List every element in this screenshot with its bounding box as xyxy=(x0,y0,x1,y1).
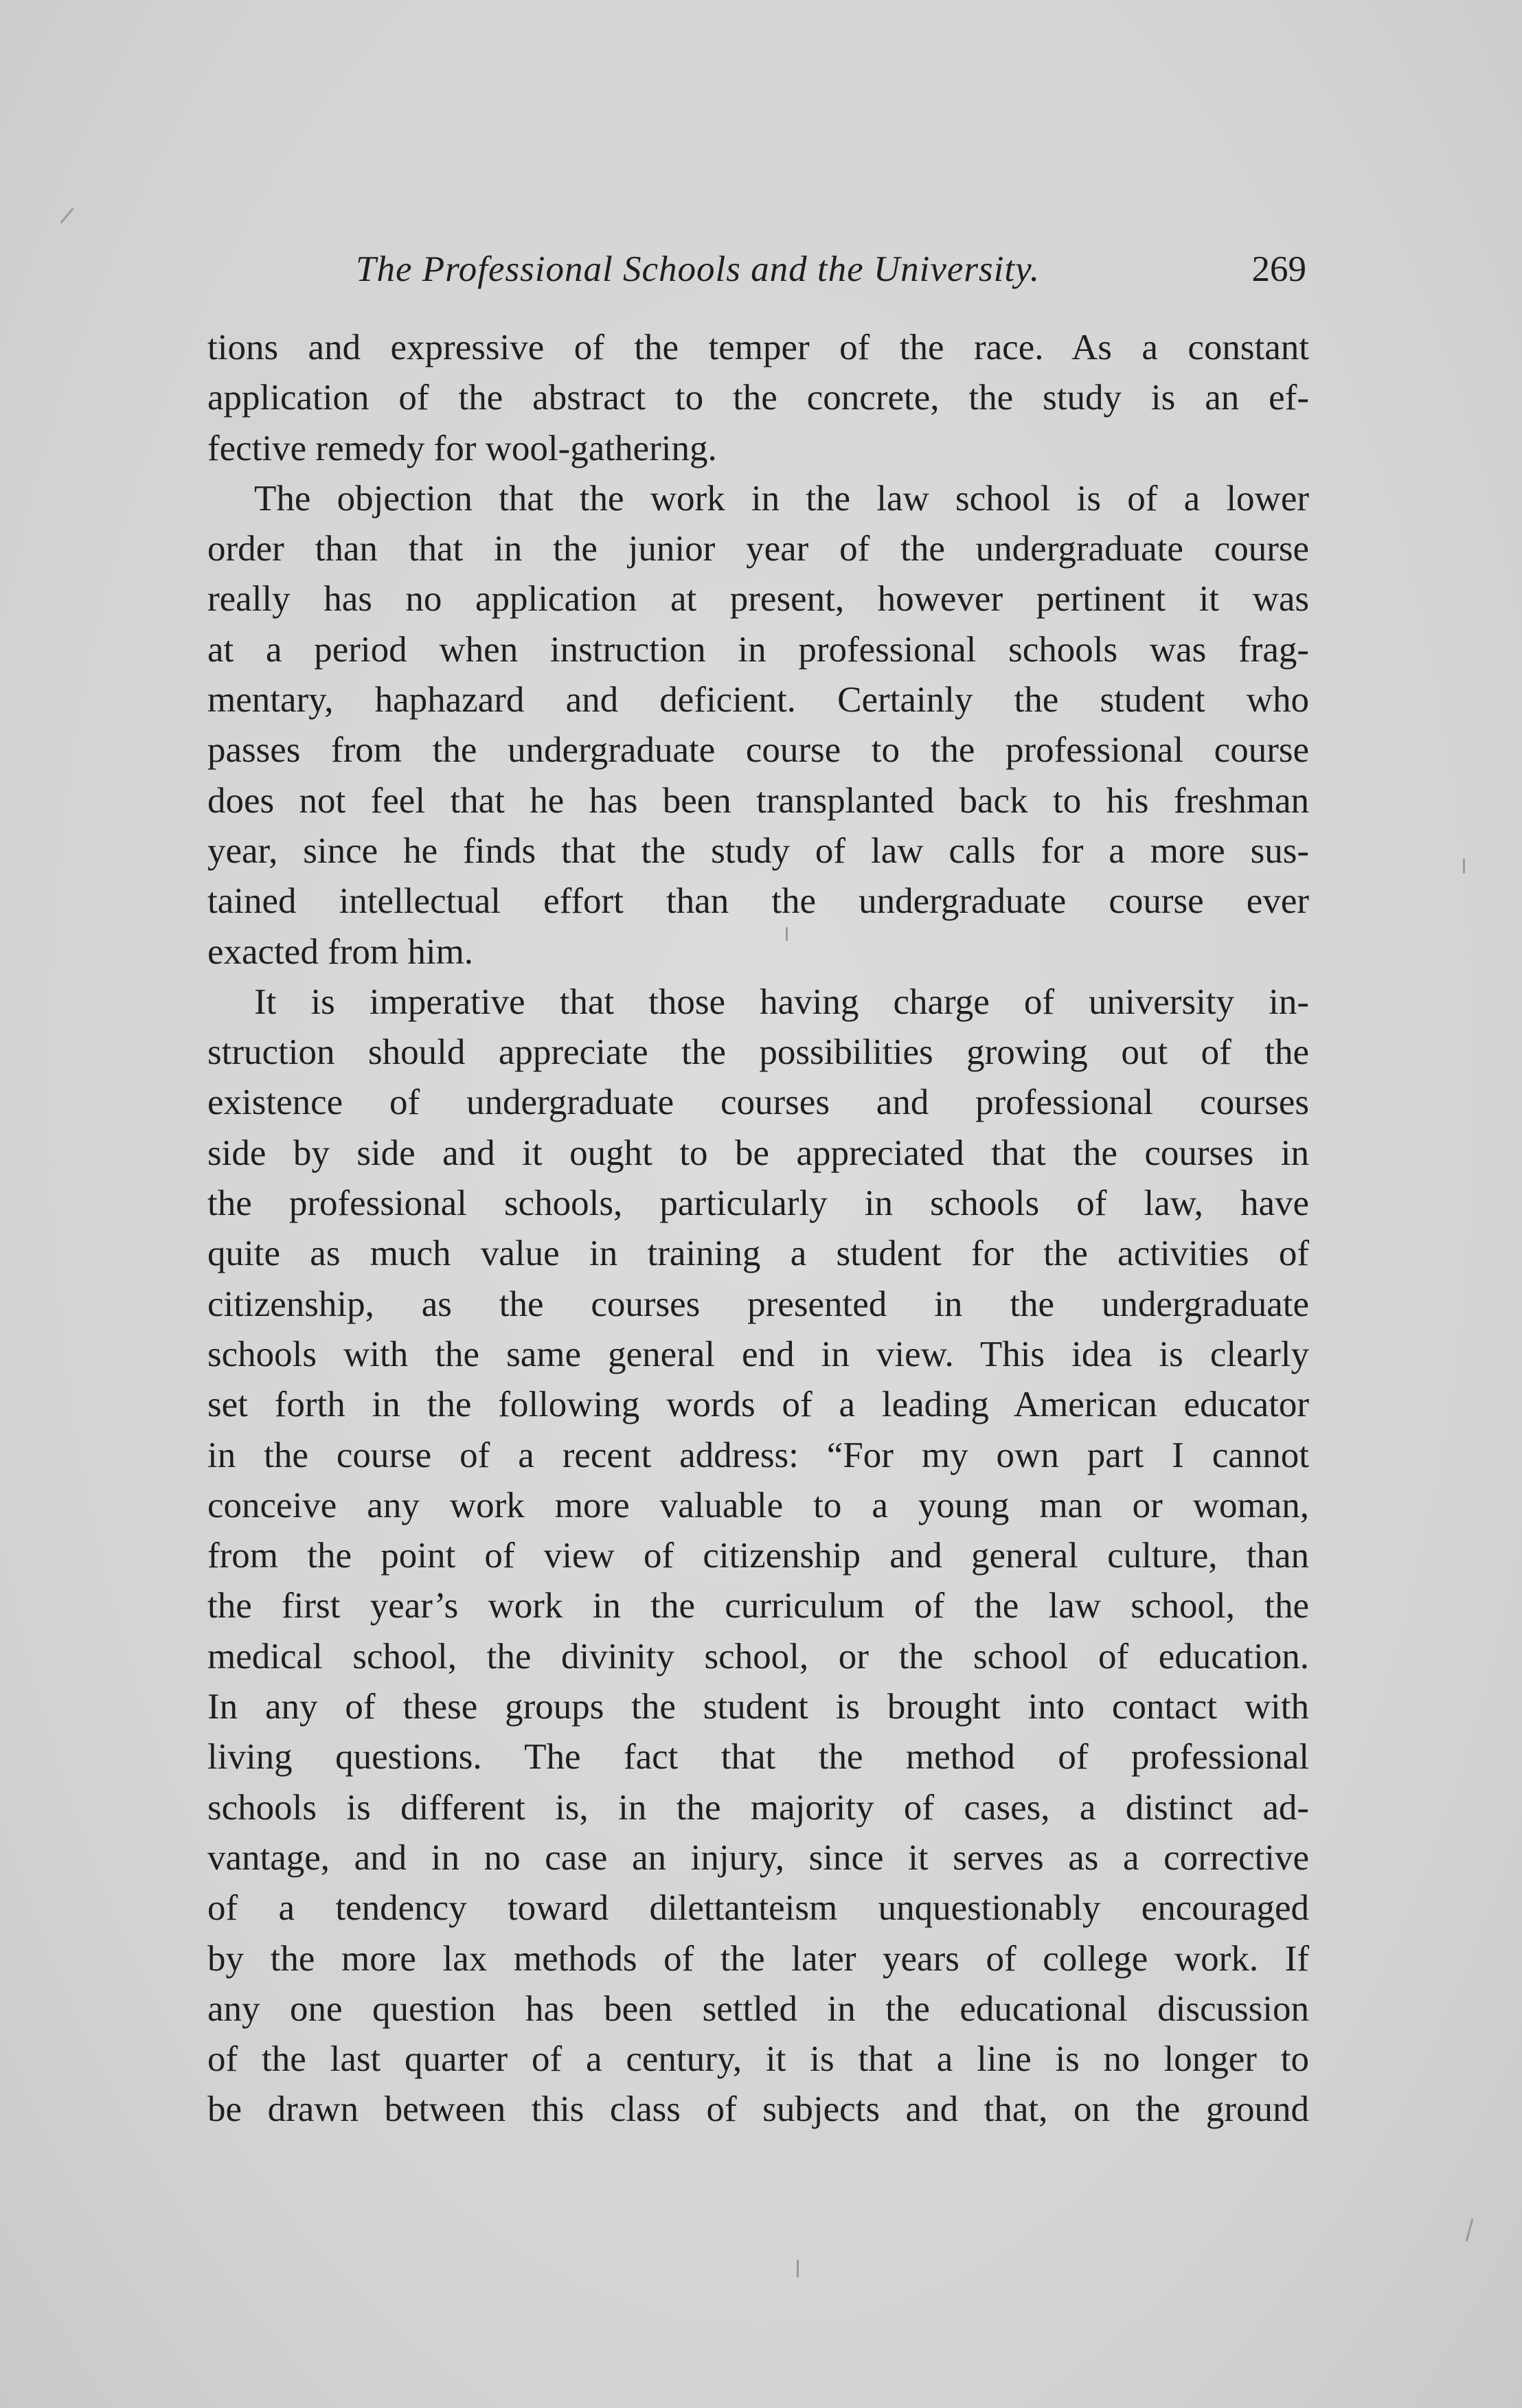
text-line: by the more lax methods of the later years of college work. If xyxy=(207,1938,1309,1979)
text-line: exacted from him. xyxy=(207,931,474,972)
running-title: The Professional Schools and the University. xyxy=(356,249,1040,289)
text-line: tained intellectual effort than the undergraduate course ever xyxy=(207,881,1309,922)
text-line: side by side and it ought to be appreciated that the courses in xyxy=(207,1133,1309,1173)
text-line: tions and expressive of the temper of the race. As a constant xyxy=(207,328,1309,367)
text-line: from the point of view of citizenship and general culture, than xyxy=(207,1536,1309,1576)
text-line: existence of undergraduate courses and professional courses xyxy=(207,1082,1309,1123)
text-line: schools with the same general end in view. This idea is clearly xyxy=(207,1334,1309,1374)
text-line: passes from the undergraduate course to the professional course xyxy=(207,730,1309,771)
text-line: really has no application at present, however pertinent it was xyxy=(207,579,1309,620)
text-line: living questions. The fact that the method of professional xyxy=(207,1737,1309,1777)
paper-speck xyxy=(1466,2218,1474,2242)
text-line: the professional schools, particularly in schools of law, have xyxy=(207,1183,1309,1224)
paper-speck xyxy=(60,207,73,223)
text-line: conceive any work more valuable to a young man or woman, xyxy=(207,1485,1309,1525)
text-line: does not feel that he has been transplanted back to his freshman xyxy=(207,780,1309,821)
text-line: the first year’s work in the curriculum of the law school, the xyxy=(207,1586,1309,1626)
text-line: set forth in the following words of a leading American educator xyxy=(207,1385,1309,1425)
text-line: of a tendency toward dilettanteism unquestionably encouraged xyxy=(207,1888,1309,1929)
text-line: year, since he finds that the study of law calls for a more sus- xyxy=(207,830,1309,871)
text-line: medical school, the divinity school, or the school of education. xyxy=(207,1636,1309,1677)
page-number: 269 xyxy=(1251,249,1306,289)
paper-speck xyxy=(786,927,788,941)
paragraph-start-line: The objection that the work in the law school is of a lower xyxy=(254,478,1309,519)
text-line: struction should appreciate the possibilities growing out of the xyxy=(207,1032,1309,1073)
text-line: at a period when instruction in professional schools was frag- xyxy=(207,629,1309,670)
text-line: citizenship, as the courses presented in the undergraduate xyxy=(207,1284,1309,1324)
paragraph-start-line: It is imperative that those having charge of university in- xyxy=(254,981,1309,1022)
body-text xyxy=(207,323,1309,2135)
text-line: In any of these groups the student is brought into contact with xyxy=(207,1687,1309,1727)
text-line: in the course of a recent address: “For my own part I cannot xyxy=(207,1435,1309,1475)
text-line: schools is different is, in the majority of cases, a distinct ad- xyxy=(207,1787,1309,1828)
text-line: be drawn between this class of subjects and that, on the ground xyxy=(207,2089,1309,2130)
text-line: of the last quarter of a century, it is that a line is no longer to xyxy=(207,2039,1309,2080)
running-head xyxy=(206,242,1310,297)
text-line: order than that in the junior year of the undergraduate course xyxy=(207,529,1309,569)
text-line: any one question has been settled in the educational discussion xyxy=(207,1988,1309,2029)
paper-speck xyxy=(1463,859,1465,874)
text-line: mentary, haphazard and deficient. Certainly the student who xyxy=(207,680,1309,720)
text-line: vantage, and in no case an injury, since it serves as a corrective xyxy=(207,1837,1309,1878)
text-line: quite as much value in training a student for the activities of xyxy=(207,1234,1309,1274)
text-line: application of the abstract to the concrete, the study is an ef- xyxy=(207,378,1309,418)
text-line: fective remedy for wool-gathering. xyxy=(207,428,717,468)
paper-speck xyxy=(797,2260,799,2278)
